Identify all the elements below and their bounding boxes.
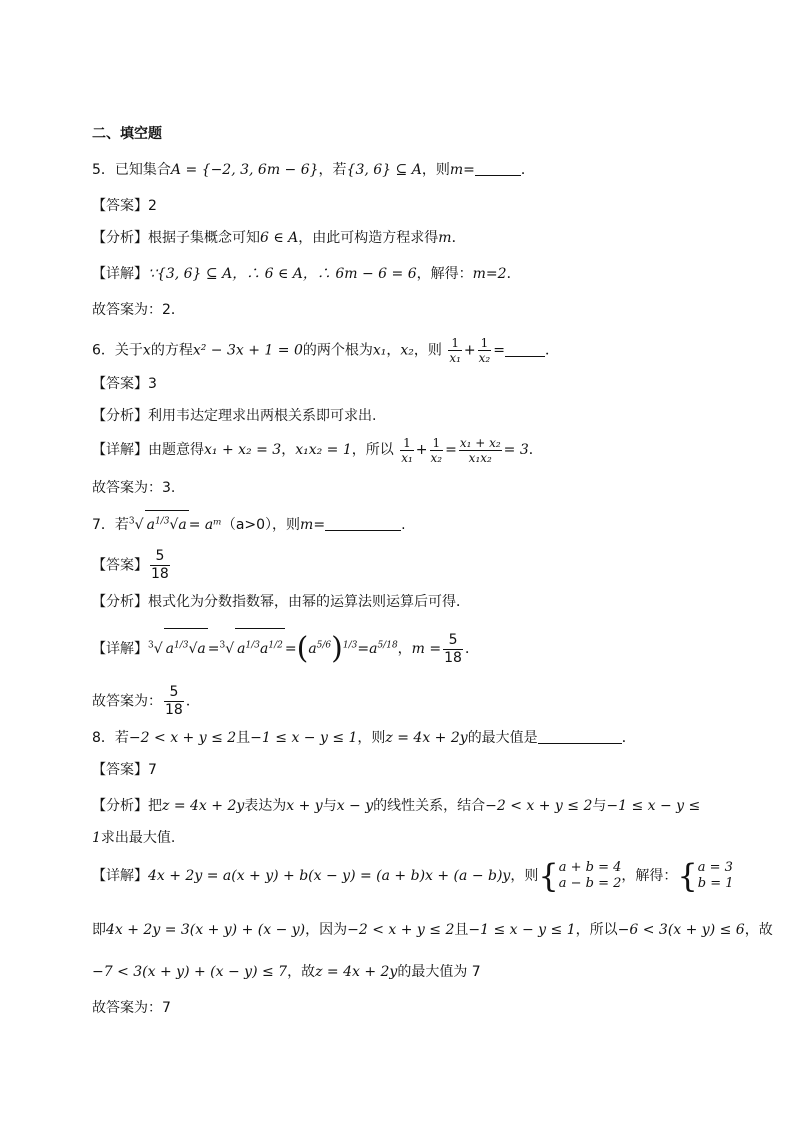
q8-line2-c3: −6 < 3(x + y) ≤ 6 <box>617 922 745 938</box>
q6-detail-text: 由题意得 <box>148 442 204 458</box>
q5-detail-m: m=2 <box>472 266 507 282</box>
q5-set: A = {−2, 3, 6m − 6} <box>170 162 319 178</box>
q7-analysis-text: 根式化为分数指数幂，由幂的运算法则运算后可得． <box>148 594 470 610</box>
q7-final-prefix: 故答案为： <box>92 693 162 710</box>
q5-analysis-text2: ，由此可构造方程求得 <box>298 230 439 246</box>
q6-stem-text2: 的两个根为 <box>302 342 373 359</box>
q7-rhs: = aᵐ <box>188 517 222 533</box>
q8-analysis-text3: 与 <box>322 798 337 814</box>
q8-detail <box>92 856 733 896</box>
q6-detail-sum: x₁ + x₂ = 3 <box>204 442 282 458</box>
q8-line3-text2: 的最大值为 7 <box>397 964 481 980</box>
q6-comma-1: ， <box>281 442 296 458</box>
q8-cond2: −1 ≤ x − y ≤ 1 <box>250 730 358 746</box>
q6-frac-2 <box>478 336 492 365</box>
left-brace-icon: { <box>538 857 559 895</box>
q8-line2-so: ，所以 <box>575 922 618 938</box>
q8-line3-text: ，故 <box>287 964 316 980</box>
frac-numerator: 5 <box>150 548 170 566</box>
section-title: 二、填空题 <box>92 126 162 142</box>
q8-system-2 <box>698 860 734 892</box>
q5-detail-math3: ，∴ 6m − 6 = 6 <box>302 266 417 282</box>
q6-answer-blank <box>505 342 545 357</box>
q7-answer <box>92 548 172 583</box>
q8-analysis-xmy: x − y <box>336 798 374 814</box>
q7-cond: （a>0），则 <box>221 517 301 533</box>
q8-detail-line3 <box>92 962 481 982</box>
q6-analysis-text: 利用韦达定理求出两根关系即可求出. <box>148 408 377 424</box>
q5-analysis-end: ． <box>451 230 466 246</box>
analysis-tag: 【分析】 <box>92 798 148 814</box>
q6-detail-frac-3 <box>459 436 502 465</box>
answer-tag: 【答案】 <box>92 198 148 214</box>
q6-stem-text: 的方程 <box>150 342 193 359</box>
q6-answer <box>92 374 157 394</box>
q7-detail-eq2: = <box>284 641 297 657</box>
q5-detail-end: ． <box>506 266 521 282</box>
q5-mid: ，若 <box>318 162 347 178</box>
q8-line2-prefix: 即 <box>92 922 106 938</box>
system-row: a = 3 <box>697 860 733 875</box>
q7-answer-fraction <box>150 548 170 583</box>
q5-answer-value: 2 <box>148 198 157 214</box>
q8-answer-blank <box>538 729 622 744</box>
q5-analysis <box>92 228 466 248</box>
frac-numerator: 1 <box>430 436 444 451</box>
q6-detail-prod: x₁x₂ = 1 <box>295 442 352 458</box>
analysis-tag: 【分析】 <box>92 408 148 424</box>
q7-end: . <box>401 517 406 533</box>
q5-analysis-math: 6 ∈ A <box>260 230 299 246</box>
q7-detail-expr3: $(a^{5/6})^{1/3}$ <box>296 631 358 666</box>
detail-tag: 【详解】 <box>92 641 148 657</box>
frac-numerator: 5 <box>164 684 184 702</box>
frac-denominator: x₁ <box>401 450 413 465</box>
q7-detail <box>92 628 479 669</box>
question-6 <box>92 336 559 365</box>
q6-detail-plus: + <box>415 442 428 458</box>
q6-plus: + <box>463 342 476 359</box>
q6-comma: ， <box>386 342 401 359</box>
q8-analysis-c2: −1 ≤ x − y ≤ 1 <box>92 798 701 846</box>
q6-prefix: 6．关于 <box>92 342 143 359</box>
q5-m: m= <box>449 162 475 178</box>
q7-detail-expr4: $a^{5/18}$ <box>369 640 398 657</box>
detail-tag: 【详解】 <box>92 266 148 282</box>
frac-denominator: 18 <box>151 566 169 582</box>
frac-numerator: 1 <box>448 336 462 351</box>
q7-answer-blank <box>325 516 401 531</box>
q8-line2-c2: −1 ≤ x − y ≤ 1 <box>468 922 576 938</box>
q8-analysis-c1: −2 < x + y ≤ 2 <box>485 798 593 814</box>
q5-answer <box>92 196 157 216</box>
frac-denominator: x₂ <box>478 351 491 365</box>
q7-detail-eq3: = <box>357 641 370 657</box>
q7-prefix: 7．若 <box>92 517 129 533</box>
q5-analysis-m: m <box>438 230 452 246</box>
q5-final: 故答案为：2． <box>92 302 185 318</box>
frac-denominator: 18 <box>165 702 183 718</box>
q6-x: x <box>142 342 151 359</box>
question-7 <box>92 510 406 539</box>
q6-detail-frac-2 <box>430 436 444 465</box>
q7-m: m= <box>300 517 326 533</box>
q8-answer-value: 7 <box>148 762 157 778</box>
question-5 <box>92 160 535 180</box>
q8-line2-end: ，故 <box>744 922 773 938</box>
q6-detail-equals: = <box>445 442 457 458</box>
q8-analysis-text1: 把 <box>148 798 162 814</box>
frac-numerator: x₁ + x₂ <box>459 435 501 450</box>
answer-tag: 【答案】 <box>92 557 148 574</box>
q8-detail-eq: 4x + 2y = a(x + y) + b(x − y) = (a + b)x + (a − b)y <box>148 868 511 884</box>
frac-denominator: 18 <box>444 649 462 666</box>
q8-analysis-text6: 求出最大值. <box>100 830 176 846</box>
q8-answer <box>92 760 157 780</box>
question-8 <box>92 728 636 748</box>
system-row: a − b = 2 <box>558 876 622 891</box>
q8-line2-text: ，因为 <box>305 922 348 938</box>
q5-detail-math1: ∵{3, 6} ⊆ A <box>148 266 233 282</box>
q7-detail-fraction <box>443 632 463 667</box>
analysis-tag: 【分析】 <box>92 594 148 610</box>
q7-detail-expr2: $^3$√ $a^{1/3}a^{1/2}$ <box>220 641 285 657</box>
frac-denominator: x₂ <box>430 450 443 465</box>
q6-final: 故答案为：3. <box>92 480 176 496</box>
q5-answer-blank <box>475 161 521 176</box>
q8-line3-z: z = 4x + 2y <box>315 964 398 980</box>
q6-detail-result: = 3 <box>503 442 529 458</box>
q6-detail-so: ，所以 <box>351 442 394 458</box>
q8-stem-text: 的最大值是 <box>467 730 538 746</box>
q8-then: ，则 <box>357 730 386 746</box>
q8-and: 且 <box>236 730 251 746</box>
q7-final-fraction <box>164 684 184 719</box>
q6-equation: x² − 3x + 1 = 0 <box>192 342 303 359</box>
q6-then: ，则 <box>413 342 442 359</box>
q6-frac-1 <box>448 336 462 365</box>
frac-denominator: x₁ <box>449 351 461 365</box>
q7-comma: ， <box>397 641 412 657</box>
q6-answer-value: 3 <box>148 376 157 392</box>
q7-detail-eq1: = <box>207 641 220 657</box>
q5-subset: {3, 6} ⊆ A <box>346 162 422 178</box>
q6-detail <box>92 434 543 466</box>
q5-detail-math2: ，∴ 6 ∈ A <box>232 266 303 282</box>
detail-tag: 【详解】 <box>92 868 148 884</box>
q5-then: ，则 <box>421 162 450 178</box>
q5-detail-text: ，解得： <box>416 266 473 282</box>
q8-line2-and: 且 <box>454 922 469 938</box>
q8-analysis <box>92 790 702 854</box>
q8-cond1: −2 < x + y ≤ 2 <box>128 730 237 746</box>
system-row: b = 1 <box>697 876 734 891</box>
q8-analysis-text4: 的线性关系，结合 <box>373 798 486 814</box>
answer-tag: 【答案】 <box>92 376 148 392</box>
detail-tag: 【详解】 <box>92 442 148 458</box>
frac-numerator: 1 <box>478 336 492 351</box>
q8-prefix: 8．若 <box>92 730 129 746</box>
q6-equals: = <box>493 342 505 359</box>
q8-detail-solve: ，解得： <box>621 868 678 884</box>
q7-detail-end: ． <box>464 641 479 657</box>
q6-x2: x₂ <box>400 342 414 359</box>
q7-final-end: ． <box>185 693 200 710</box>
q8-line3-c: −7 < 3(x + y) + (x − y) ≤ 7 <box>92 964 288 980</box>
frac-denominator: x₁x₂ <box>468 450 492 465</box>
q7-detail-expr1: $^3$√ $a^{1/3}√a$ <box>148 641 208 657</box>
q8-analysis-xpy: x + y <box>286 798 323 814</box>
q5-analysis-text: 根据子集概念可知 <box>148 230 260 246</box>
frac-numerator: 5 <box>443 632 463 650</box>
q8-end: ． <box>621 730 636 746</box>
q8-analysis-text5: 与 <box>592 798 607 814</box>
answer-tag: 【答案】 <box>92 762 148 778</box>
q7-detail-m: m = <box>411 641 442 657</box>
q8-target: z = 4x + 2y <box>385 730 468 746</box>
analysis-tag: 【分析】 <box>92 230 148 246</box>
q8-analysis-text2: 表达为 <box>244 798 287 814</box>
q6-analysis <box>92 406 376 426</box>
frac-numerator: 1 <box>400 436 414 451</box>
q8-line2-eq: 4x + 2y = 3(x + y) + (x − y) <box>106 922 306 938</box>
q8-line2-c1: −2 < x + y ≤ 2 <box>347 922 455 938</box>
q5-prefix: 5．已知集合 <box>92 162 171 178</box>
left-brace-icon: { <box>677 857 698 895</box>
system-row: a + b = 4 <box>558 860 622 875</box>
q7-final <box>92 684 200 719</box>
q8-system-1 <box>559 860 622 892</box>
q6-x1: x₁ <box>372 342 387 359</box>
q6-detail-frac-1 <box>400 436 414 465</box>
q6-end: ． <box>544 342 559 359</box>
q5-detail <box>92 264 521 284</box>
q7-radical-expression: $^3$√ $a^{1/3}√a$ <box>129 517 189 533</box>
q7-analysis <box>92 592 470 612</box>
q6-detail-end: ． <box>528 442 543 458</box>
q8-detail-then: ，则 <box>510 868 539 884</box>
q8-analysis-z: z = 4x + 2y <box>162 798 245 814</box>
q8-final: 故答案为：7 <box>92 1000 171 1016</box>
q8-detail-line2 <box>92 920 773 940</box>
q5-end: ． <box>520 162 535 178</box>
